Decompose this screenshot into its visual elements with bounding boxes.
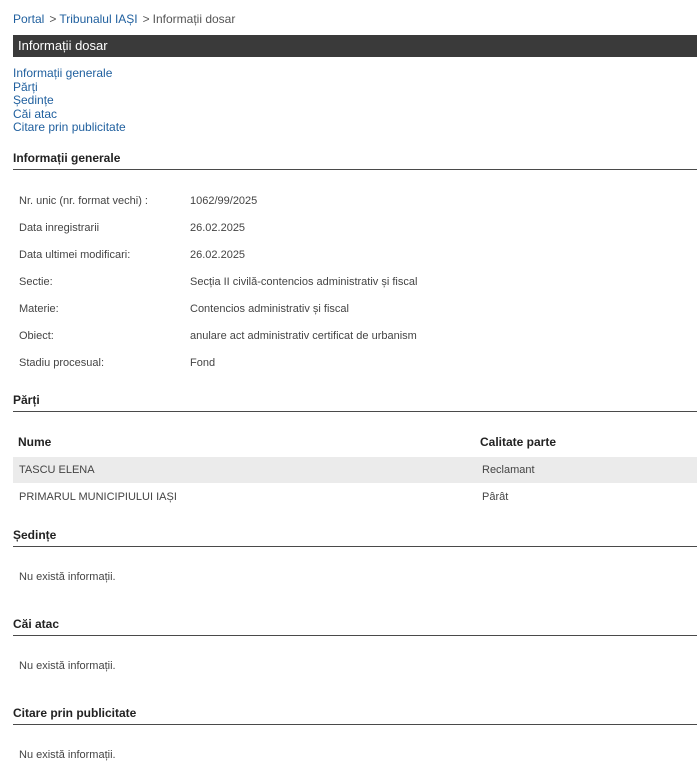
info-row-last-modified bbox=[19, 249, 245, 262]
table-row bbox=[13, 484, 697, 510]
publicity-header: Citare prin publicitate bbox=[13, 706, 697, 725]
hearings-header: Ședințe bbox=[13, 528, 697, 547]
parties-table-header bbox=[13, 435, 697, 449]
publicity-empty-message: Nu există informații. bbox=[19, 749, 116, 761]
info-value: anulare act administrativ certificat de urbanism bbox=[190, 330, 417, 342]
info-value: 26.02.2025 bbox=[190, 222, 246, 234]
info-row-registration-date bbox=[19, 222, 245, 235]
info-row-section bbox=[19, 276, 417, 289]
page-title: Informații dosar bbox=[13, 35, 697, 57]
breadcrumb-separator: > bbox=[142, 12, 150, 26]
info-row-case-number bbox=[19, 195, 257, 208]
parties-header: Părți bbox=[13, 393, 697, 412]
hearings-empty-message: Nu există informații. bbox=[19, 571, 116, 583]
anchor-parties[interactable]: Părți bbox=[13, 79, 38, 94]
column-header-role: Calitate parte bbox=[480, 435, 557, 449]
anchor-general-info[interactable]: Informații generale bbox=[13, 66, 113, 80]
info-value: Secția II civilă-contencios administrativ și fiscal bbox=[190, 276, 418, 288]
anchor-hearings[interactable]: Ședințe bbox=[13, 93, 54, 107]
info-label: Materie: bbox=[19, 303, 59, 315]
info-row-stage bbox=[19, 357, 215, 370]
party-name: PRIMARUL MUNICIPIULUI IAȘI bbox=[19, 491, 177, 503]
info-value: Contencios administrativ și fiscal bbox=[190, 303, 349, 315]
party-name: TASCU ELENA bbox=[19, 464, 95, 476]
anchor-publicity[interactable]: Citare prin publicitate bbox=[13, 120, 126, 134]
column-header-name: Nume bbox=[18, 435, 52, 449]
info-label: Sectie: bbox=[19, 276, 53, 288]
info-value: 26.02.2025 bbox=[190, 249, 246, 261]
breadcrumb-portal-link[interactable]: Portal bbox=[13, 12, 45, 26]
info-value: 1062/99/2025 bbox=[190, 195, 258, 207]
info-label: Stadiu procesual: bbox=[19, 357, 104, 369]
info-label: Data ultimei modificari: bbox=[19, 249, 131, 261]
general-info-header: Informații generale bbox=[13, 151, 697, 170]
breadcrumb-separator: > bbox=[49, 12, 57, 26]
table-row bbox=[13, 457, 697, 483]
breadcrumb bbox=[13, 12, 235, 26]
info-value: Fond bbox=[190, 357, 216, 369]
anchor-appeals[interactable]: Căi atac bbox=[13, 106, 58, 121]
section-anchor-nav bbox=[13, 67, 126, 135]
info-row-matter bbox=[19, 303, 349, 316]
breadcrumb-court-link[interactable]: Tribunalul IAȘI bbox=[59, 12, 138, 26]
party-role: Reclamant bbox=[482, 464, 535, 476]
appeals-header: Căi atac bbox=[13, 617, 697, 636]
info-label: Obiect: bbox=[19, 330, 54, 342]
breadcrumb-current: Informații dosar bbox=[152, 12, 236, 26]
info-label: Data inregistrarii bbox=[19, 222, 100, 234]
appeals-empty-message: Nu există informații. bbox=[19, 660, 116, 672]
party-role: Pârât bbox=[482, 491, 509, 503]
info-label: Nr. unic (nr. format vechi) : bbox=[19, 195, 148, 207]
info-row-object bbox=[19, 330, 417, 343]
